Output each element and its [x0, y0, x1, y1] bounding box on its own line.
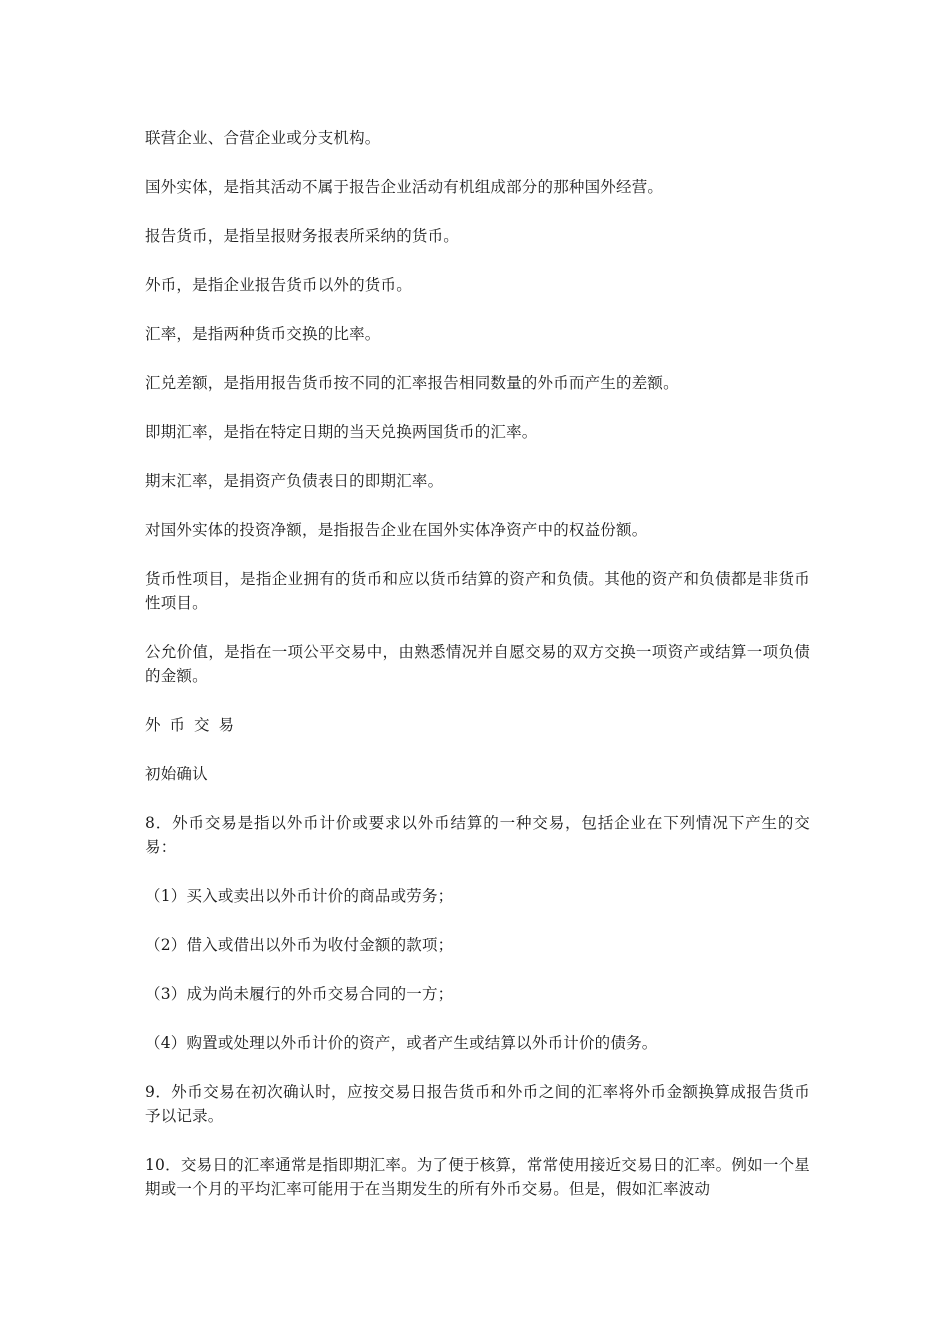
paragraph-definition-foreign-entity: 国外实体，是指其活动不属于报告企业活动有机组成部分的那种国外经营。 — [145, 178, 664, 196]
paragraph-definition-exchange-difference: 汇兑差额，是指用报告货币按不同的汇率报告相同数量的外币而产生的差额。 — [145, 374, 679, 392]
paragraph-definition-monetary-items: 货币性项目，是指企业拥有的货币和应以货币结算的资产和负债。其他的资产和负债都是非货币性项目。 — [145, 570, 810, 612]
list-item-2: （2）借入或借出以外币为收付金额的款项； — [145, 936, 454, 954]
document-body — [145, 126, 810, 1226]
section-heading-foreign-currency-transactions: 外币交易 — [145, 716, 244, 734]
paragraph-definition-spot-rate: 即期汇率，是指在特定日期的当天兑换两国货币的汇率。 — [145, 423, 538, 441]
paragraph-definition-branch: 联营企业、合营企业或分支机构。 — [145, 129, 381, 147]
subsection-heading-initial-recognition: 初始确认 — [145, 765, 208, 783]
paragraph-clause-9: 9．外币交易在初次确认时，应按交易日报告货币和外币之间的汇率将外币金额换算成报告货币予以记录。 — [145, 1083, 810, 1125]
list-item-1: （1）买入或卖出以外币计价的商品或劳务； — [145, 887, 454, 905]
paragraph-clause-10: 10．交易日的汇率通常是指即期汇率。为了便于核算，常常使用接近交易日的汇率。例如一个星期或一个月的平均汇率可能用于在当期发生的所有外币交易。但是，假如汇率波动 — [145, 1156, 810, 1198]
paragraph-definition-reporting-currency: 报告货币，是指呈报财务报表所采纳的货币。 — [145, 227, 460, 245]
paragraph-definition-exchange-rate: 汇率，是指两种货币交换的比率。 — [145, 325, 381, 343]
paragraph-definition-fair-value: 公允价值，是指在一项公平交易中，由熟悉情况并自愿交易的双方交换一项资产或结算一项负债的金额。 — [145, 643, 810, 685]
list-item-3: （3）成为尚未履行的外币交易合同的一方； — [145, 985, 454, 1003]
list-item-4: （4）购置或处理以外币计价的资产，或者产生或结算以外币计价的债务。 — [145, 1034, 658, 1052]
paragraph-clause-8: 8．外币交易是指以外币计价或要求以外币结算的一种交易，包括企业在下列情况下产生的交易： — [145, 814, 810, 856]
paragraph-definition-closing-rate: 期末汇率，是捐资产负债表日的即期汇率。 — [145, 472, 444, 490]
paragraph-definition-net-investment: 对国外实体的投资净额，是指报告企业在国外实体净资产中的权益份额。 — [145, 521, 648, 539]
paragraph-definition-foreign-currency: 外币，是指企业报告货币以外的货币。 — [145, 276, 412, 294]
